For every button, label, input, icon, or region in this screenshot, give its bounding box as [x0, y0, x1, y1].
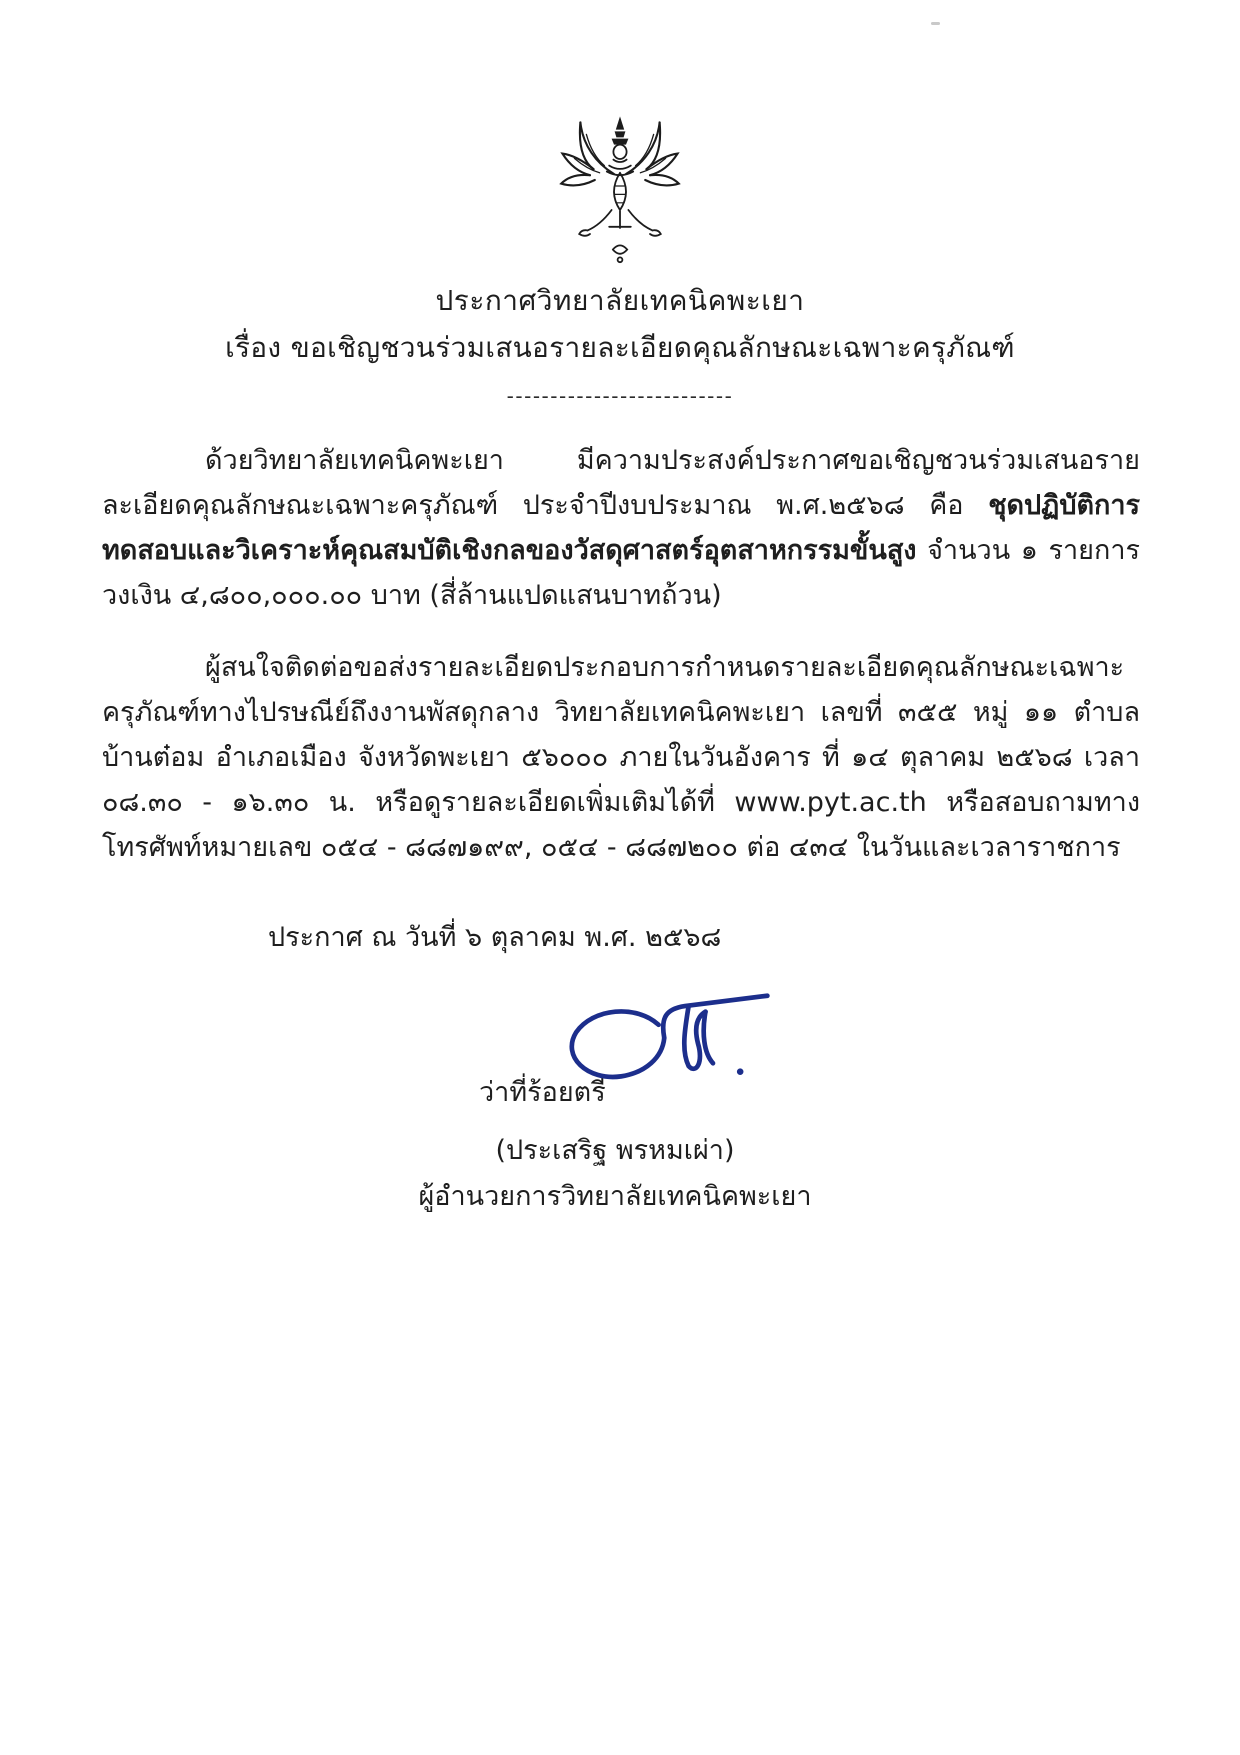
dashed-divider: -------------------------- — [506, 384, 734, 408]
announcement-date-line: ประกาศ ณ วันที่ ๖ ตุลาคม พ.ศ. ๒๕๖๘ — [268, 922, 722, 953]
para2-tail: หรือสอบถามทางโทรศัพท์หมายเลข ๐๕๔ - ๘๘๗๑๙๙, ๐๕๔ - ๘๘๗๒๐๐ ต่อ ๔๓๔ ในวันและเวลาราชการ — [102, 787, 1140, 863]
paragraph-announcement — [102, 438, 1140, 618]
signer-name: (ประเสริฐ พรหมเผ่า) — [495, 1135, 735, 1166]
scan-speck — [931, 22, 940, 25]
document-subject: เรื่อง ขอเชิญชวนร่วมเสนอรายละเอียดคุณลักษณะเฉพาะครุภัณฑ์ — [225, 331, 1015, 364]
para1-lead: ด้วยวิทยาลัยเทคนิคพะเยา มีความประสงค์ประกาศขอเชิญชวนร่วมเสนอรายละเอียดคุณลักษณะเฉพาะครุภัณฑ์ ประจำปีงบประมาณ พ.ศ.๒๕๖๘ คือ — [102, 445, 1140, 521]
para1-tail: จำนวน ๑ รายการ วงเงิน ๔,๘๐๐,๐๐๐.๐๐ บาท (สี่ล้านแปดแสนบาทถ้วน) — [102, 535, 1140, 611]
garuda-emblem-icon — [554, 112, 686, 272]
paragraph-contact — [102, 645, 1140, 870]
equipment-item-name: ชุดปฏิบัติการทดสอบและวิเคราะห์คุณสมบัติเชิงกลของวัสดุศาสตร์อุตสาหกรรมขั้นสูง — [102, 490, 1140, 566]
para2-lead: ผู้สนใจติดต่อขอส่งรายละเอียดประกอบการกำหนดรายละเอียดคุณลักษณะเฉพาะครุภัณฑ์ทางไปรษณีย์ถึงงานพัสดุกลาง วิทยาลัยเทคนิคพะเยา เลขที่ ๓๕๕ หมู่ ๑๑ ตำบลบ้านต๋อม อำเภอเมือง จังหวัดพะเยา ๕๖๐๐๐ ภายในวันอังคาร ที่ ๑๔ ตุลาคม ๒๕๖๘ เวลา ๐๘.๓๐ - ๑๖.๓๐ น. หรือดูรายละเอียดเพิ่มเติมได้ที่ — [102, 652, 1140, 818]
document-body — [102, 438, 1140, 870]
signer-position: ผู้อำนวยการวิทยาลัยเทคนิคพะเยา — [418, 1181, 812, 1212]
signer-rank: ว่าที่ร้อยตรี — [479, 1077, 606, 1108]
signature-block — [0, 982, 1240, 1232]
website-url: www.pyt.ac.th — [734, 787, 927, 818]
handwritten-signature — [548, 982, 773, 1107]
document-title: ประกาศวิทยาลัยเทคนิคพะเยา — [435, 284, 805, 317]
